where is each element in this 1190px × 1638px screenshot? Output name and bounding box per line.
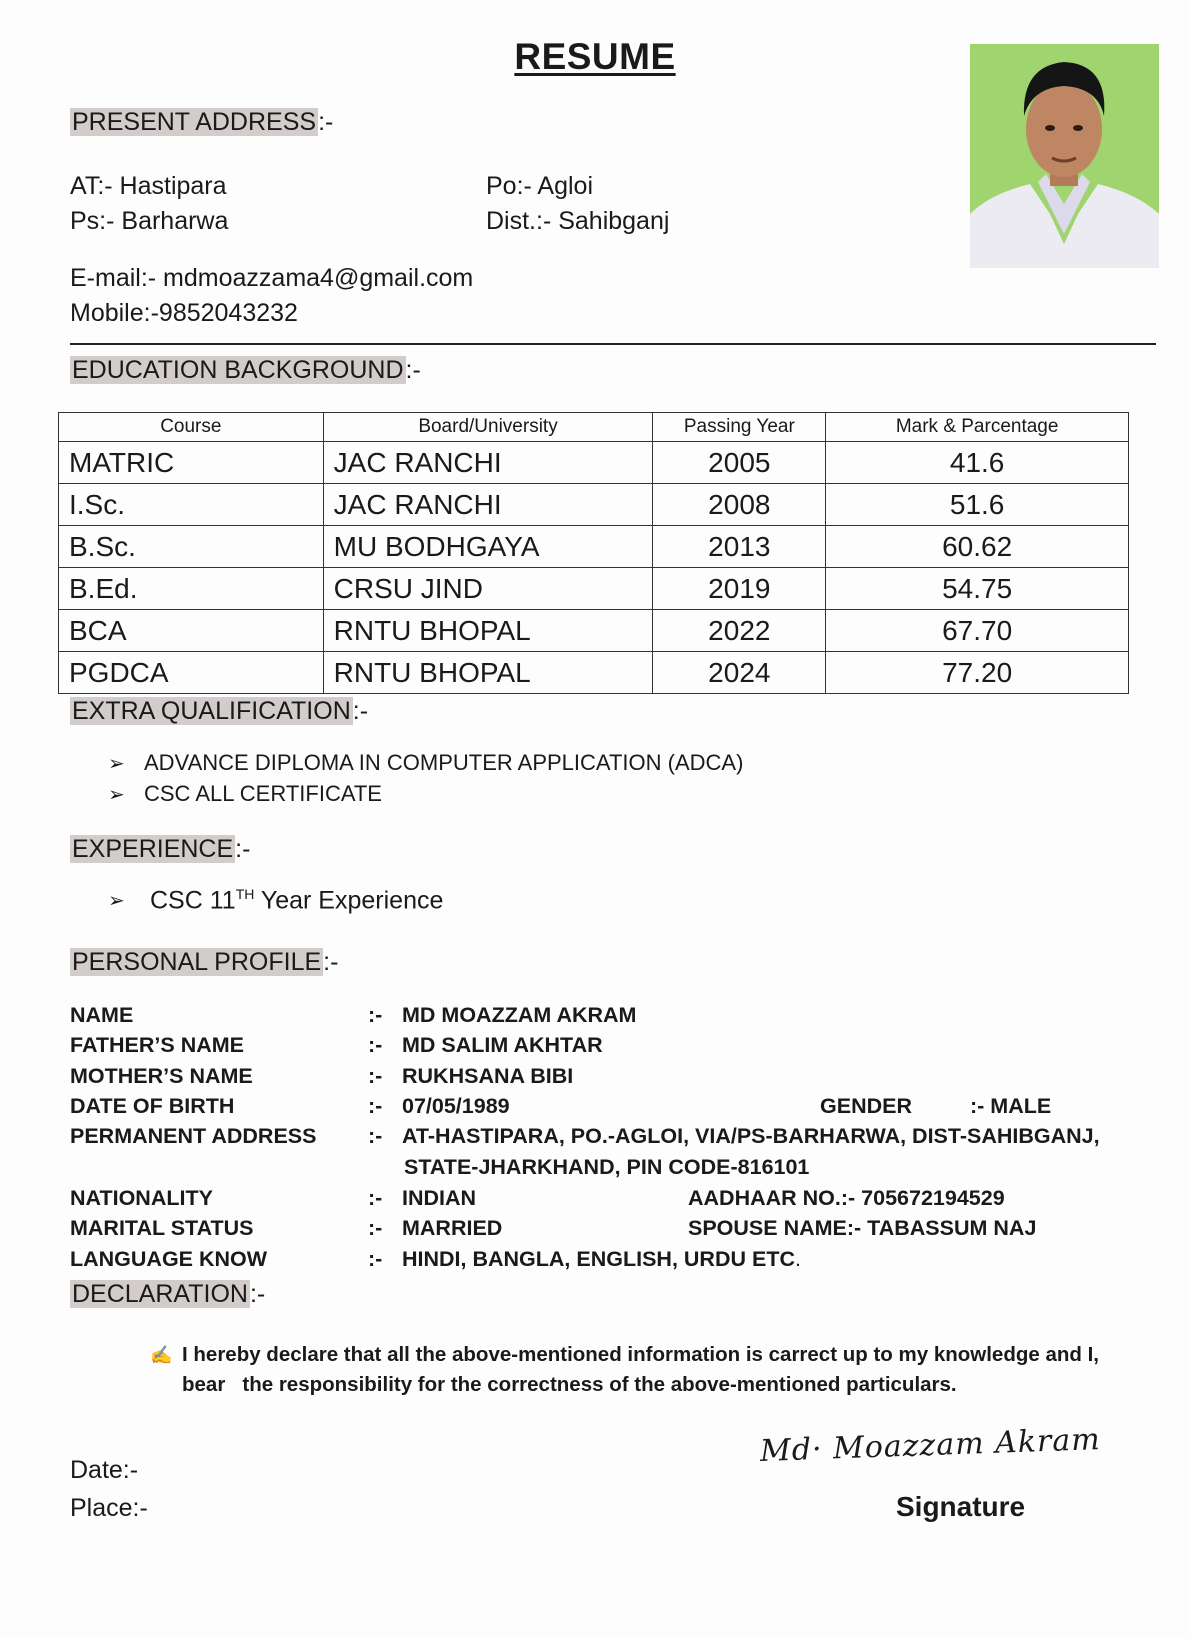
education-table [58,412,1129,694]
marks-cell: 77.20 [826,652,1129,694]
table-row [59,484,1129,526]
name-value: MD MOAZZAM AKRAM [402,1003,637,1027]
address-dist: Dist.:- Sahibganj [486,207,670,235]
board-cell: RNTU BHOPAL [323,652,653,694]
board-cell: JAC RANCHI [323,484,653,526]
gender-label: GENDER [820,1094,912,1118]
table-header-row [59,413,1129,442]
aadhaar-number: AADHAAR NO.:- 705672194529 [688,1186,1005,1210]
marital-status-label: MARITAL STATUS [70,1216,254,1240]
board-cell: JAC RANCHI [323,442,653,484]
year-cell: 2013 [653,526,826,568]
separator: :- [368,1094,383,1118]
arrowhead-bullet-icon: ➢ [108,890,125,913]
father-name-value: MD SALIM AKHTAR [402,1033,603,1057]
father-name-label: FATHER’S NAME [70,1033,244,1057]
board-cell: CRSU JIND [323,568,653,610]
year-cell: 2022 [653,610,826,652]
address-po: Po:- Agloi [486,172,594,200]
dob-value: 07/05/1989 [402,1094,510,1118]
marks-cell: 67.70 [826,610,1129,652]
email-text: E-mail:- mdmoazzama4@gmail.com [70,264,474,292]
list-item: ➢ CSC ALL CERTIFICATE [108,781,382,806]
year-cell: 2024 [653,652,826,694]
course-cell: PGDCA [59,652,324,694]
column-header-board: Board/University [323,413,653,442]
year-cell: 2019 [653,568,826,610]
table-row [59,610,1129,652]
separator: :- [368,1216,383,1240]
mobile-text: Mobile:-9852043232 [70,299,298,327]
separator: :- [368,1186,383,1210]
marks-cell: 54.75 [826,568,1129,610]
mother-name-label: MOTHER’S NAME [70,1064,253,1088]
course-cell: BCA [59,610,324,652]
place-label: Place:- [70,1494,148,1522]
person-portrait-icon [970,44,1159,268]
permanent-address-label: PERMANENT ADDRESS [70,1124,317,1148]
board-cell: RNTU BHOPAL [323,610,653,652]
column-header-course: Course [59,413,324,442]
signature-label: Signature [896,1491,1026,1522]
separator: :- [368,1124,383,1148]
profile-photo [970,44,1159,268]
marks-cell: 51.6 [826,484,1129,526]
separator: :- [368,1247,383,1271]
marital-status-value: MARRIED [402,1216,503,1240]
nationality-value: INDIAN [402,1186,477,1210]
divider [70,343,1156,345]
marks-cell: 60.62 [826,526,1129,568]
language-value: HINDI, BANGLA, ENGLISH, URDU ETC. [402,1247,801,1271]
board-cell: MU BODHGAYA [323,526,653,568]
dob-label: DATE OF BIRTH [70,1094,235,1118]
year-cell: 2008 [653,484,826,526]
declaration-heading: DECLARATION:- [72,1280,266,1308]
page-title: RESUME [514,36,676,77]
mother-name-value: RUKHSANA BIBI [402,1064,574,1088]
declaration-text: ✍ I hereby declare that all the above-mentioned information is carrect up to my knowledge and I, bear the responsibility for the correctness of the above-mentioned particulars. [150,1340,1110,1400]
permanent-address-line1: AT-HASTIPARA, PO.-AGLOI, VIA/PS-BARHARWA, DIST-SAHIBGANJ, [402,1124,1100,1148]
experience-heading: EXPERIENCE:- [72,835,251,863]
handwritten-signature: Md· Moazzam Akram [759,1422,1102,1469]
spouse-name: SPOUSE NAME:- TABASSUM NAJ [688,1216,1037,1240]
course-cell: B.Sc. [59,526,324,568]
separator: :- [368,1033,383,1057]
separator: :- [368,1003,383,1027]
table-row [59,442,1129,484]
address-at: AT:- Hastipara [70,172,227,200]
date-label: Date:- [70,1456,139,1484]
course-cell: MATRIC [59,442,324,484]
personal-profile-heading: PERSONAL PROFILE:- [72,948,339,976]
list-item: ➢ ADVANCE DIPLOMA IN COMPUTER APPLICATION (ADCA) [108,750,744,775]
education-heading: EDUCATION BACKGROUND:- [72,356,421,384]
column-header-marks: Mark & Parcentage [826,413,1129,442]
present-address-heading: PRESENT ADDRESS:- [72,108,334,136]
course-cell: B.Ed. [59,568,324,610]
address-ps: Ps:- Barharwa [70,207,229,235]
nationality-label: NATIONALITY [70,1186,213,1210]
extra-qualification-heading: EXTRA QUALIFICATION:- [72,697,369,725]
column-header-year: Passing Year [653,413,826,442]
table-row [59,526,1129,568]
separator: :- [368,1064,383,1088]
language-label: LANGUAGE KNOW [70,1247,268,1271]
course-cell: I.Sc. [59,484,324,526]
gender-value: :- MALE [970,1094,1052,1118]
arrowhead-bullet-icon: ➢ [108,783,125,806]
arrowhead-bullet-icon: ➢ [108,752,125,775]
year-cell: 2005 [653,442,826,484]
name-label: NAME [70,1003,134,1027]
table-row [59,568,1129,610]
experience-item: ➢ CSC 11TH Year Experience [108,886,444,915]
writing-hand-icon: ✍ [150,1345,173,1365]
marks-cell: 41.6 [826,442,1129,484]
table-row [59,652,1129,694]
permanent-address-line2: STATE-JHARKHAND, PIN CODE-816101 [404,1155,810,1179]
